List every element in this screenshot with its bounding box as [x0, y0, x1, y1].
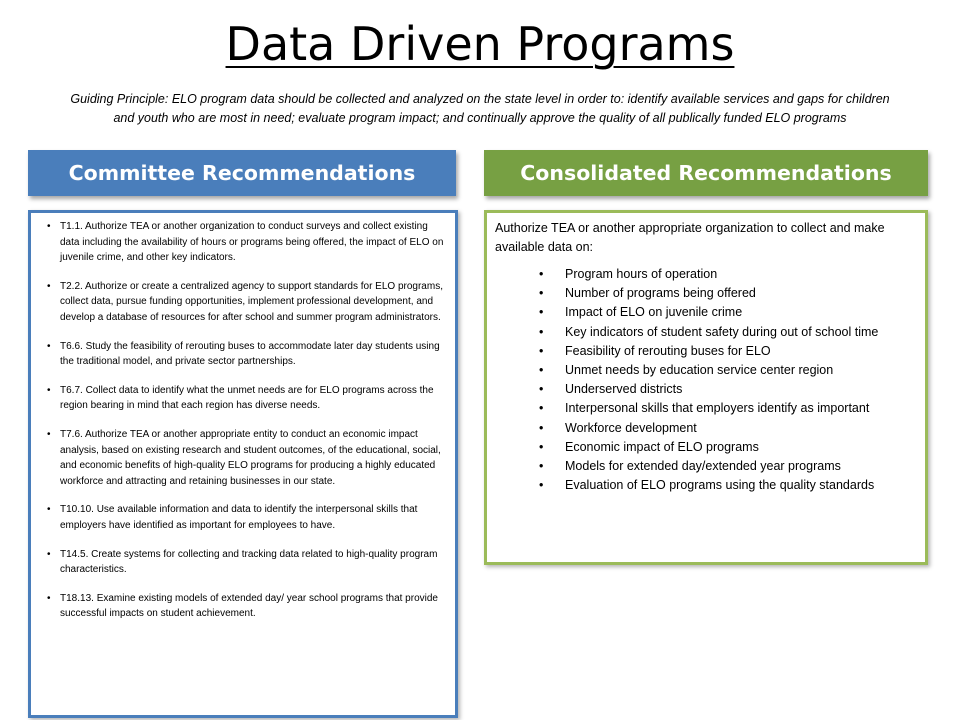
consolidated-intro: Authorize TEA or another appropriate organization to collect and make available data on:	[495, 221, 885, 254]
committee-header-label: Committee Recommendations	[68, 161, 416, 185]
list-item: • Economic impact of ELO programs	[539, 438, 915, 457]
list-item: • T6.7. Collect data to identify what the unmet needs are for ELO programs across the region bearing in mind that each region has diverse needs.	[43, 383, 445, 414]
list-item: • Number of programs being offered	[539, 284, 915, 303]
list-item: • Feasibility of rerouting buses for ELO	[539, 342, 915, 361]
list-item: • Underserved districts	[539, 380, 915, 399]
list-item: • Unmet needs by education service center region	[539, 361, 915, 380]
consolidated-header-label: Consolidated Recommendations	[520, 161, 892, 185]
list-item: • Models for extended day/extended year programs	[539, 457, 915, 476]
consolidated-list	[495, 265, 915, 495]
list-item: • Key indicators of student safety during out of school time	[539, 323, 915, 342]
page-title: Data Driven Programs	[225, 17, 735, 71]
list-item: • T1.1. Authorize TEA or another organization to conduct surveys and collect existing data including the availability of hours or programs being offered, the impact of ELO on juvenile crime, and other key indicators.	[43, 219, 445, 266]
list-item: • T14.5. Create systems for collecting and tracking data related to high-quality program characteristics.	[43, 547, 445, 578]
list-item: • T2.2. Authorize or create a centralized agency to support standards for ELO programs, collect data, pursue funding opportunities, implement professional development, and develop a database of resources for after school and summer program administrators.	[43, 279, 445, 326]
guiding-principle: Guiding Principle: ELO program data should be collected and analyzed on the state level in order to: identify available services and gaps for children and youth who are most in need; evaluate program impact; and continually approve the quality of all publically funded ELO programs	[70, 92, 890, 125]
list-item: • T18.13. Examine existing models of extended day/ year school programs that provide successful impacts on student achievement.	[43, 591, 445, 622]
list-item: • T6.6. Study the feasibility of rerouting buses to accommodate later day students using the traditional model, and private sector partnerships.	[43, 339, 445, 370]
list-item: • Workforce development	[539, 419, 915, 438]
committee-panel	[28, 210, 458, 718]
consolidated-header	[484, 150, 928, 196]
committee-list	[43, 219, 445, 622]
list-item: • Interpersonal skills that employers identify as important	[539, 399, 915, 418]
list-item: • Program hours of operation	[539, 265, 915, 284]
committee-header	[28, 150, 456, 196]
list-item: • T7.6. Authorize TEA or another appropriate entity to conduct an economic impact analysis, based on existing research and student outcomes, of the educational, social, and economic benefits of high-quality ELO programs for producing a highly educated workforce and attracting and retaining businesses in our state.	[43, 427, 445, 489]
list-item: • Evaluation of ELO programs using the quality standards	[539, 476, 915, 495]
list-item: • Impact of ELO on juvenile crime	[539, 303, 915, 322]
consolidated-panel	[484, 210, 928, 565]
list-item: • T10.10. Use available information and data to identify the interpersonal skills that employers have identified as important for employees to have.	[43, 502, 445, 533]
